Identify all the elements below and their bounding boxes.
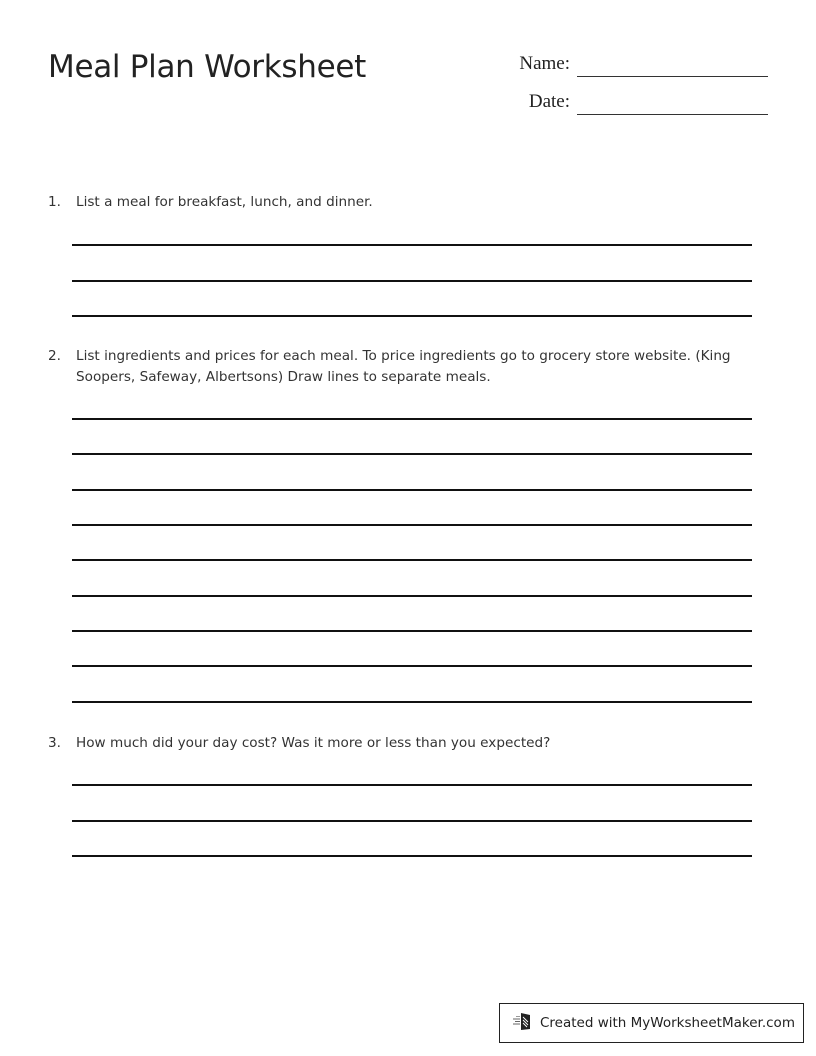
date-label: Date: [528, 91, 570, 112]
name-field[interactable] [577, 76, 768, 77]
date-field[interactable] [577, 114, 768, 115]
answer-line[interactable] [72, 820, 752, 822]
answer-line[interactable] [72, 315, 752, 317]
answer-line[interactable] [72, 855, 752, 857]
answer-line[interactable] [72, 630, 752, 632]
worksheet-maker-logo-icon [512, 1011, 540, 1035]
question-3 [48, 733, 748, 754]
page-title: Meal Plan Worksheet [48, 49, 366, 85]
question-text: How much did your day cost? Was it more or less than you expected? [76, 735, 551, 751]
question-number: 1. [48, 194, 61, 210]
name-label: Name: [519, 53, 570, 74]
answer-line[interactable] [72, 665, 752, 667]
question-2 [48, 346, 758, 388]
answer-line[interactable] [72, 595, 752, 597]
answer-line[interactable] [72, 453, 752, 455]
answer-line[interactable] [72, 244, 752, 246]
question-number: 3. [48, 735, 61, 751]
answer-line[interactable] [72, 559, 752, 561]
question-1 [48, 192, 748, 213]
footer-text: Created with MyWorksheetMaker.com [540, 1015, 795, 1031]
question-text: List a meal for breakfast, lunch, and dinner. [76, 194, 373, 210]
answer-line[interactable] [72, 280, 752, 282]
answer-line[interactable] [72, 701, 752, 703]
footer-credit[interactable] [499, 1003, 804, 1043]
answer-line[interactable] [72, 418, 752, 420]
question-number: 2. [48, 348, 61, 364]
answer-line[interactable] [72, 784, 752, 786]
answer-line[interactable] [72, 524, 752, 526]
answer-line[interactable] [72, 489, 752, 491]
question-text: List ingredients and prices for each meal. To price ingredients go to grocery store website. (King Soopers, Safeway, Albertsons) Draw lines to separate meals. [76, 348, 731, 385]
